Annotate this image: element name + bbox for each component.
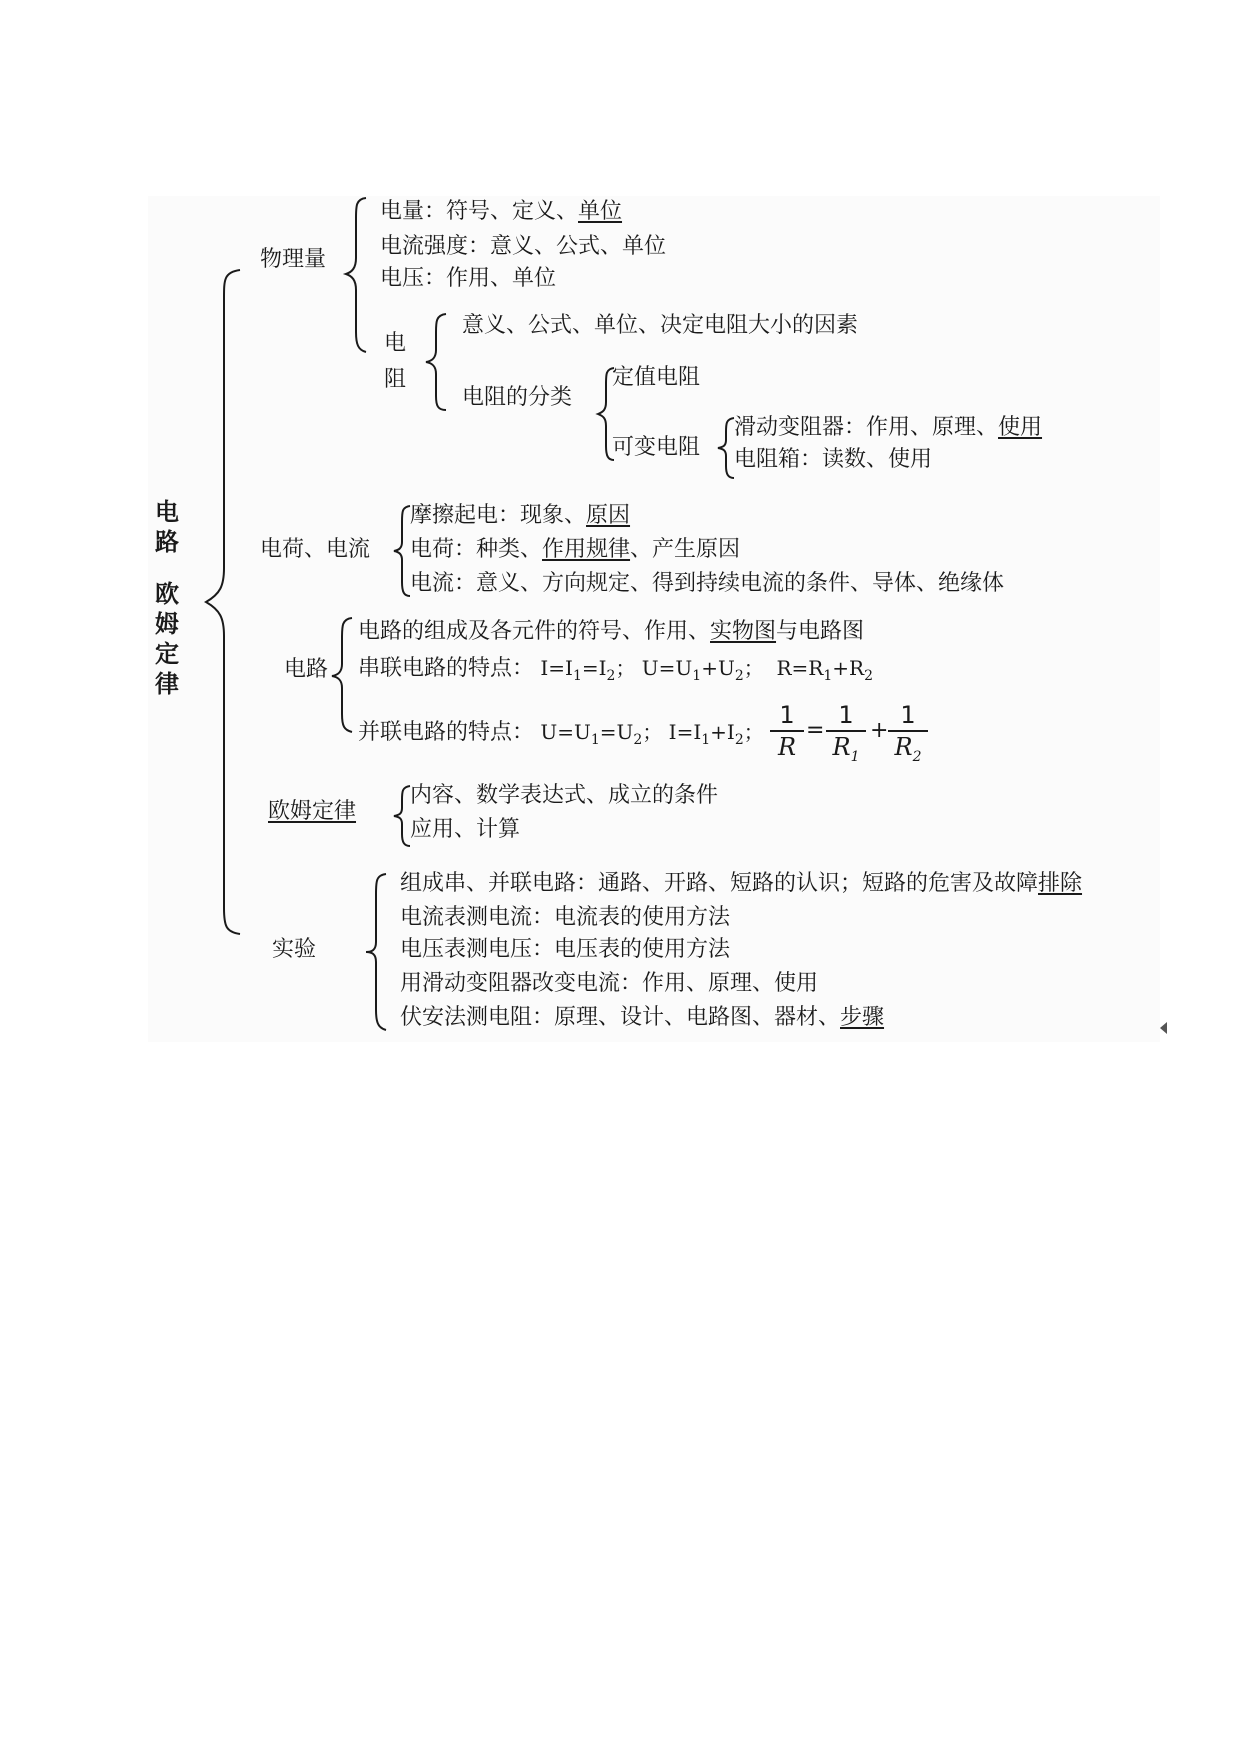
experiment-item-voltmeter: 电压表测电压：电压表的使用方法 <box>400 937 731 962</box>
resistance-classification: 电阻的分类 <box>462 385 573 410</box>
resistance-label-top: 电 <box>384 331 407 356</box>
brace-physical <box>344 196 374 356</box>
experiment-item-voltammetry <box>400 1004 884 1032</box>
physical-item-charge <box>380 198 622 226</box>
circuit-parallel-label: 并联电路的特点： <box>358 720 535 745</box>
group-label-charge: 电荷、电流 <box>260 537 371 562</box>
root-title-char: 律 <box>155 670 179 698</box>
physical-item-current: 电流强度：意义、公式、单位 <box>380 234 667 259</box>
variable-resistance-box: 电阻箱：读数、使用 <box>734 447 933 472</box>
circuit-parallel-formula: $U=U_1=U_2$； $I=I_1+I_2$； <box>534 720 764 748</box>
variable-rheostat-use: 使用 <box>998 415 1043 440</box>
physical-item-charge-unit: 单位 <box>578 199 623 224</box>
experiment-item-ammeter: 电流表测电流：电流表的使用方法 <box>400 905 731 930</box>
experiment-item-troubleshoot: 排除 <box>1038 871 1083 896</box>
experiment-item-build-circuit-text: 组成串、并联电路：通路、开路、短路的认识；短路的危害及故障 <box>400 871 1039 896</box>
charge-item-friction-cause: 原因 <box>586 503 631 528</box>
experiment-item-steps: 步骤 <box>840 1005 885 1030</box>
fraction-1-over-r1 <box>826 700 866 772</box>
brace-resistance <box>424 312 454 412</box>
group-label-circuit: 电路 <box>284 657 329 682</box>
experiment-item-rheostat: 用滑动变阻器改变电流：作用、原理、使用 <box>400 971 819 996</box>
fraction-equals: = <box>806 718 825 743</box>
circuit-item-parallel <box>358 718 764 754</box>
charge-item-friction <box>410 502 630 530</box>
variable-rheostat <box>734 414 1042 442</box>
fraction-denominator: $R_1$ <box>832 733 860 765</box>
charge-item-current: 电流：意义、方向规定、得到持续电流的条件、导体、绝缘体 <box>410 571 1005 596</box>
charge-item-charge-origin: 、产生原因 <box>630 537 741 562</box>
root-title-char: 路 <box>155 528 179 556</box>
circuit-item-composition <box>358 618 864 646</box>
brace-experiment <box>364 872 394 1032</box>
resistance-label-bottom: 阻 <box>384 367 407 392</box>
resistance-item-meaning: 意义、公式、单位、决定电阻大小的因素 <box>462 313 859 338</box>
fraction-1-over-r2 <box>888 700 928 772</box>
fraction-numerator: 1 <box>888 700 928 732</box>
group-label-ohm: 欧姆定律 <box>268 799 357 824</box>
main-brace <box>200 268 250 938</box>
resistance-fixed: 定值电阻 <box>612 365 701 390</box>
charge-item-friction-text: 摩擦起电：现象、 <box>410 503 587 528</box>
physical-item-charge-text: 电量：符号、定义、 <box>380 199 579 224</box>
group-label-physical: 物理量 <box>260 247 327 272</box>
root-title-char <box>152 557 182 579</box>
experiment-item-voltammetry-text: 伏安法测电阻：原理、设计、电路图、器材、 <box>400 1005 841 1030</box>
circuit-item-circuit-diagram: 与电路图 <box>776 619 865 644</box>
charge-item-charge-text: 电荷：种类、 <box>410 537 543 562</box>
root-title <box>152 497 182 699</box>
circuit-item-series <box>358 654 873 690</box>
charge-item-charge-law: 作用规律 <box>542 537 631 562</box>
circuit-item-composition-text: 电路的组成及各元件的符号、作用、 <box>358 619 711 644</box>
fraction-1-over-r <box>770 700 804 762</box>
group-label-experiment: 实验 <box>272 937 317 962</box>
ohm-item-content: 内容、数学表达式、成立的条件 <box>410 783 719 808</box>
fraction-denominator: $R_2$ <box>894 733 922 765</box>
root-title-char: 定 <box>155 640 179 668</box>
circuit-series-label: 串联电路的特点： <box>358 656 535 681</box>
circuit-item-physical-diagram: 实物图 <box>710 619 777 644</box>
brace-circuit <box>330 616 360 734</box>
fraction-denominator: R <box>777 733 797 761</box>
root-title-char: 电 <box>155 498 179 526</box>
experiment-item-build-circuit <box>400 870 1082 898</box>
resistance-variable: 可变电阻 <box>612 435 701 460</box>
root-title-char: 姆 <box>155 610 179 638</box>
variable-rheostat-text: 滑动变阻器：作用、原理、 <box>734 415 999 440</box>
physical-item-voltage: 电压：作用、单位 <box>380 266 557 291</box>
fraction-numerator: 1 <box>770 700 804 732</box>
ohm-item-application: 应用、计算 <box>410 817 521 842</box>
caret-left-icon <box>1160 1022 1167 1034</box>
fraction-plus: + <box>870 718 889 743</box>
circuit-series-formula: $I=I_1=I_2$； $U=U_1+U_2$； $R=R_1+R_2$ <box>534 656 874 684</box>
fraction-numerator: 1 <box>826 700 866 732</box>
charge-item-charge <box>410 536 740 564</box>
root-title-char: 欧 <box>155 580 179 608</box>
